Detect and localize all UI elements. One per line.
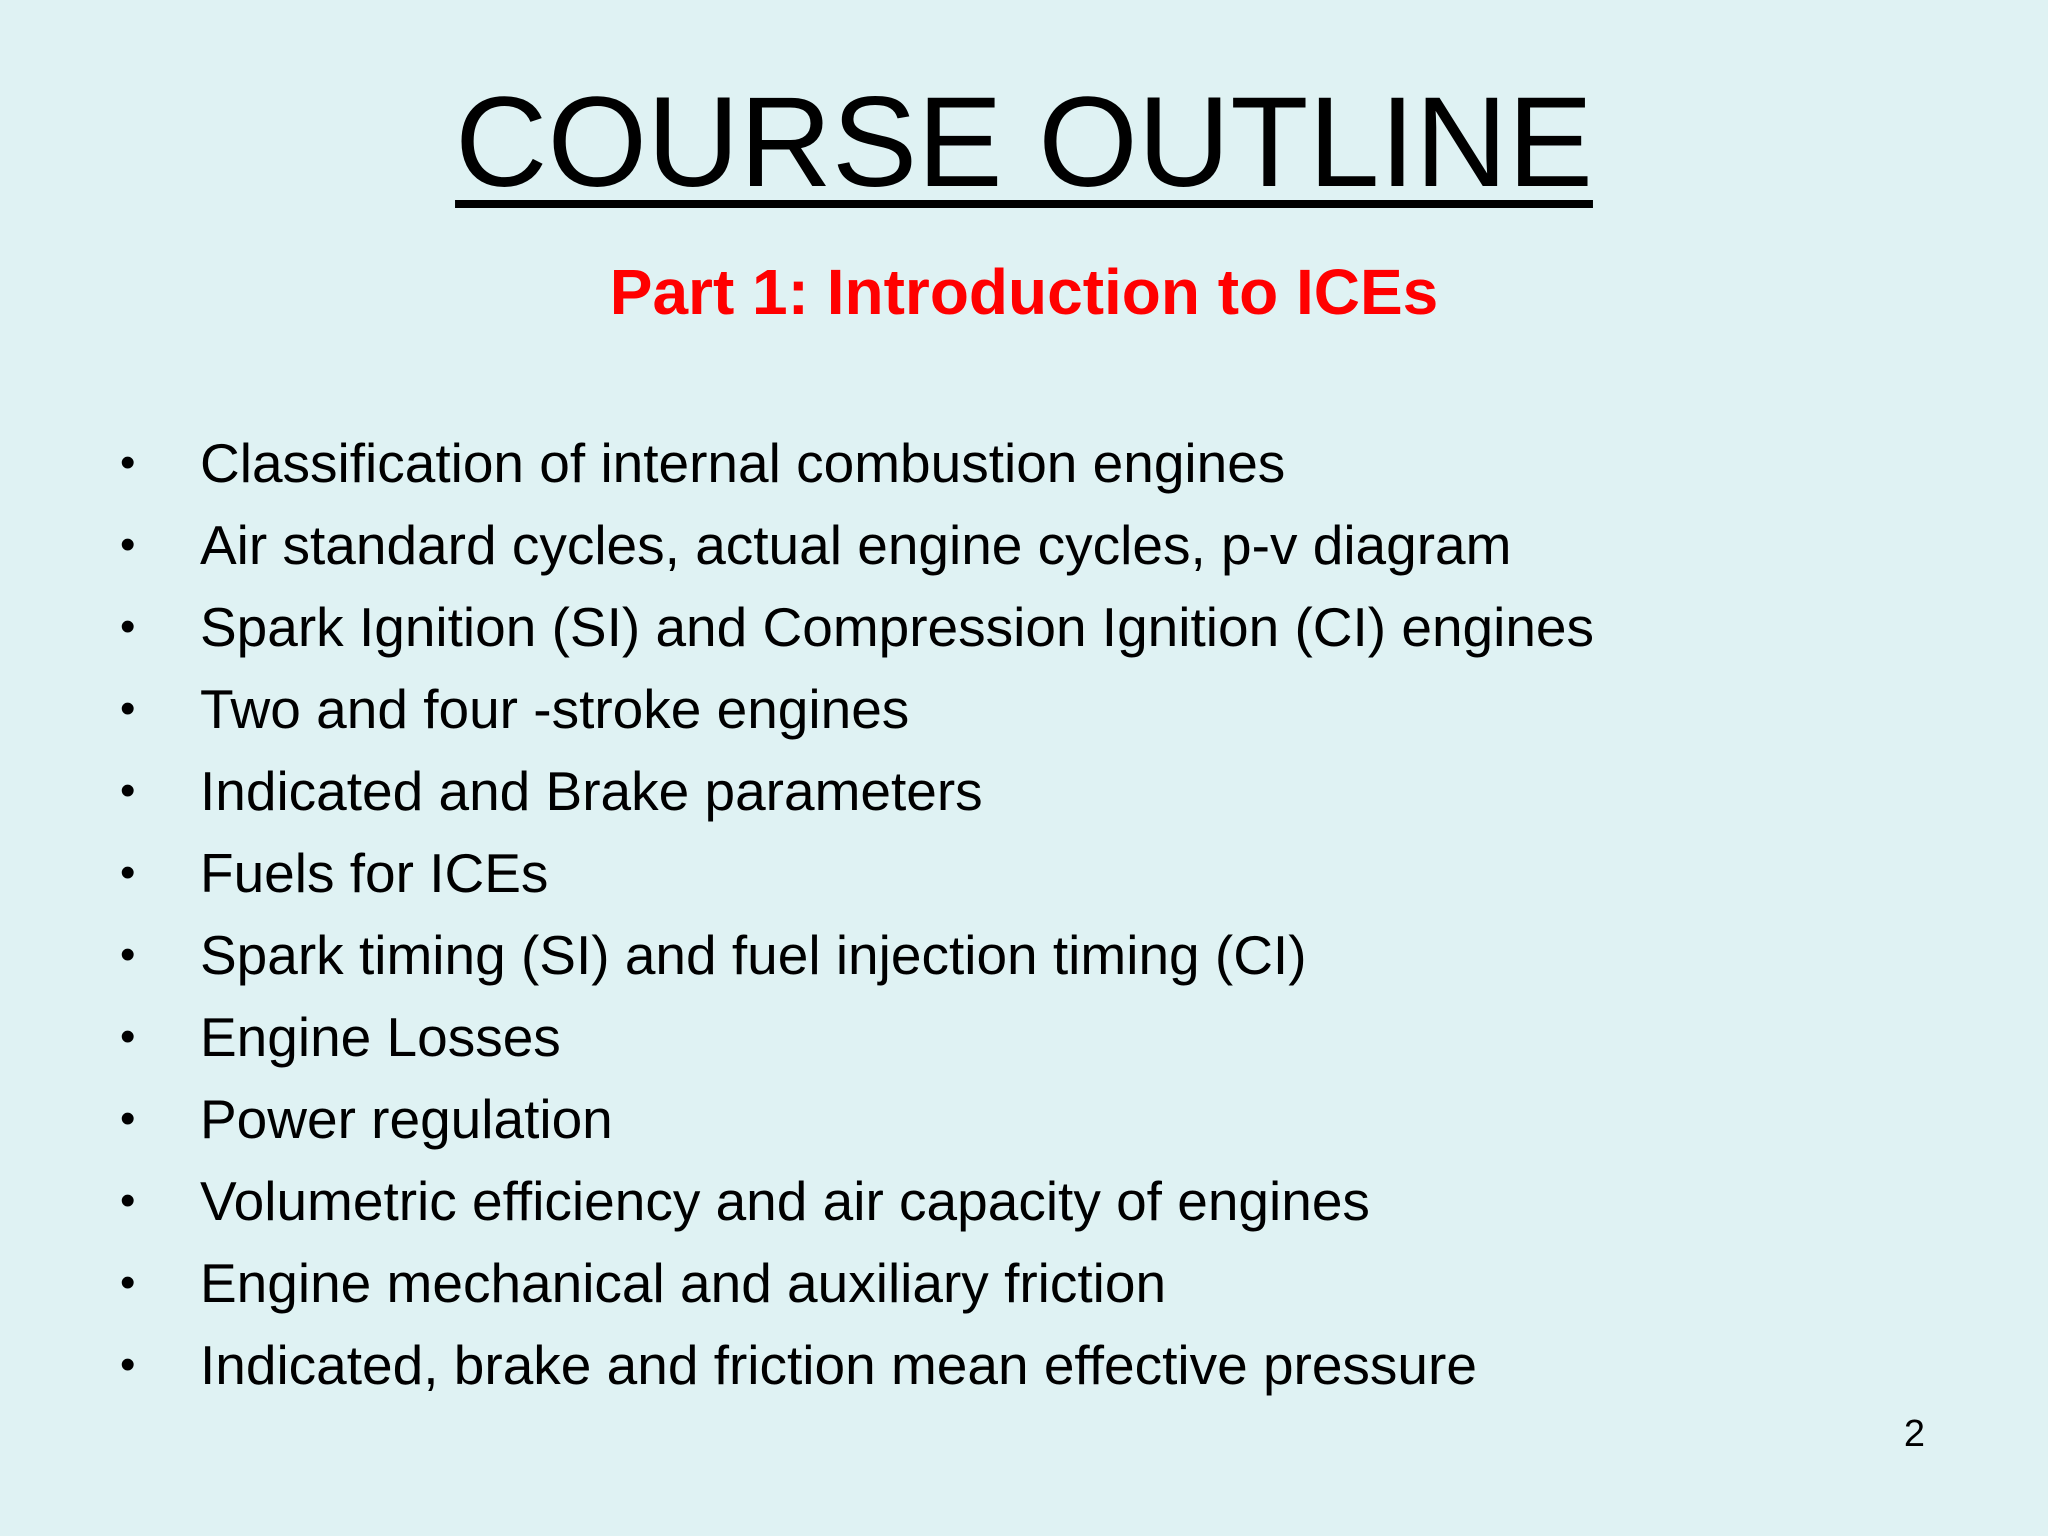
course-outline-list [0,422,2048,1406]
bullet-icon: • [120,848,136,897]
bullet-icon: • [120,930,136,979]
list-item-text: Engine Losses [200,1006,561,1068]
bullet-icon: • [120,766,136,815]
bullet-icon: • [120,520,136,569]
bullet-icon: • [120,1094,136,1143]
list-item [0,996,2048,1078]
list-item-text: Volumetric efficiency and air capacity of engines [200,1170,1370,1232]
list-item [0,914,2048,996]
list-item-text: Spark Ignition (SI) and Compression Ignition (CI) engines [200,596,1595,658]
list-item [0,1242,2048,1324]
bullet-icon: • [120,1340,136,1389]
bullet-icon: • [120,438,136,487]
page-number: 2 [1903,1413,1925,1455]
list-item-text: Air standard cycles, actual engine cycles, p-v diagram [200,514,1512,576]
list-item [0,504,2048,586]
list-item-text: Fuels for ICEs [200,842,549,904]
bullet-icon: • [120,1012,136,1061]
bullet-icon: • [120,1258,136,1307]
list-item-text: Two and four -stroke engines [200,678,910,740]
list-item [0,1078,2048,1160]
list-item [0,1160,2048,1242]
bullet-icon: • [120,684,136,733]
list-item [0,668,2048,750]
list-item [0,750,2048,832]
list-item [0,832,2048,914]
list-item-text: Indicated, brake and friction mean effective pressure [200,1334,1477,1396]
bullet-icon: • [120,1176,136,1225]
list-item-text: Classification of internal combustion engines [200,432,1286,494]
list-item-text: Power regulation [200,1088,613,1150]
list-item [0,586,2048,668]
list-item-text: Engine mechanical and auxiliary friction [200,1252,1167,1314]
slide-title-text: COURSE OUTLINE [455,71,1593,214]
list-item-text: Indicated and Brake parameters [200,760,983,822]
list-item [0,422,2048,504]
slide-subtitle: Part 1: Introduction to ICEs [609,256,1439,328]
slide-title [0,68,2048,218]
bullet-icon: • [120,602,136,651]
list-item-text: Spark timing (SI) and fuel injection timing (CI) [200,924,1307,986]
list-item [0,1324,2048,1406]
